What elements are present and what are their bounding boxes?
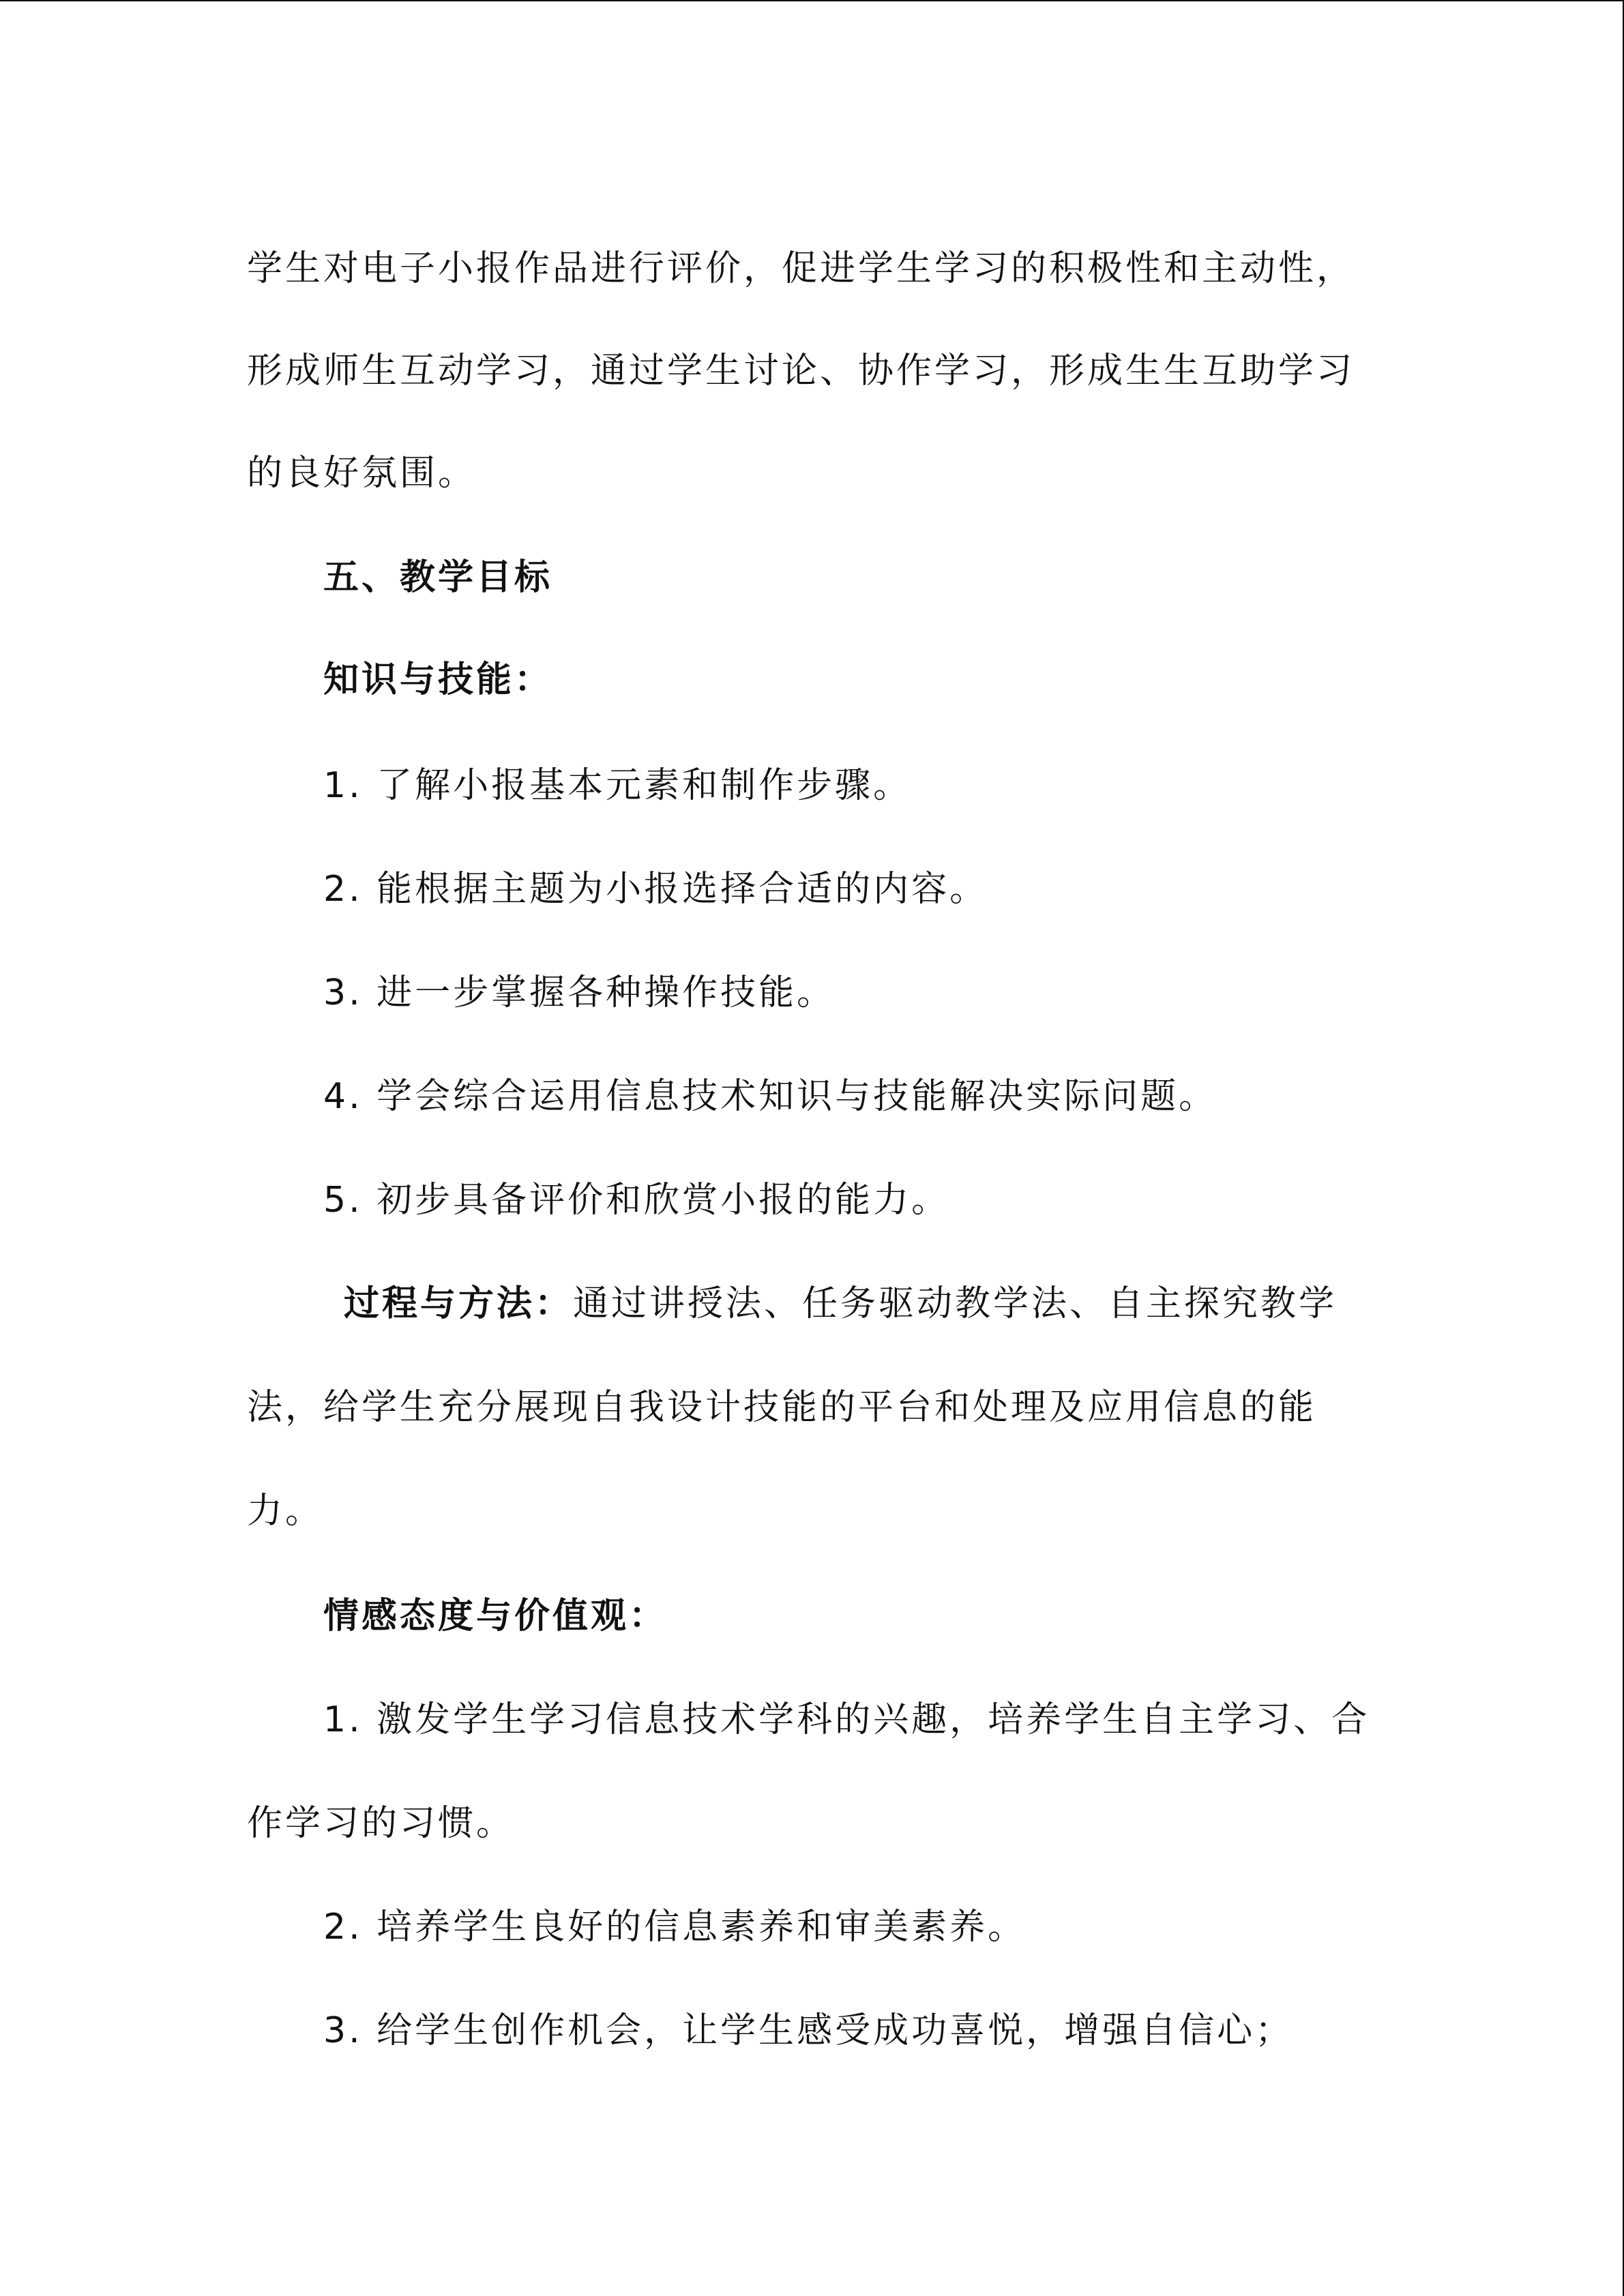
knowledge-item-1: 1. 了解小报基本元素和制作步骤。 [323,765,912,806]
knowledge-item-4: 4. 学会综合运用信息技术知识与技能解决实际问题。 [323,1076,1217,1117]
knowledge-item-3: 3. 进一步掌握各种操作技能。 [323,972,836,1013]
intro-line-3: 的良好氛围。 [247,453,477,494]
emotion-values-heading: 情感态度与价值观： [323,1596,668,1637]
emotion-item-2: 2. 培养学生良好的信息素养和审美素养。 [323,1907,1027,1948]
knowledge-item-5: 5. 初步具备评价和欣赏小报的能力。 [323,1180,950,1221]
section-heading: 五、教学目标 [323,557,553,598]
process-method-line-1 [344,1277,1624,1331]
process-method-line-2: 法，给学生充分展现自我设计技能的平台和处理及应用信息的能 [247,1387,1317,1428]
intro-line-1: 学生对电子小报作品进行评价，促进学生学习的积极性和主动性， [247,248,1355,289]
emotion-item-1-line-2: 作学习的习惯。 [247,1803,515,1844]
process-method-line-3: 力。 [247,1491,324,1532]
process-method-text-1: 通过讲授法、任务驱动教学法、自主探究教学 [573,1283,1338,1324]
knowledge-skills-heading: 知识与技能： [323,659,553,700]
emotion-item-1-line-1: 1. 激发学生学习信息技术学科的兴趣，培养学生自主学习、合 [323,1699,1370,1740]
intro-line-2: 形成师生互动学习，通过学生讨论、协作学习，形成生生互助学习 [247,351,1355,391]
process-method-label: 过程与方法： [344,1283,574,1324]
emotion-item-3: 3. 给学生创作机会，让学生感受成功喜悦，增强自信心； [323,2010,1294,2051]
knowledge-item-2: 2. 能根据主题为小报选择合适的内容。 [323,869,988,910]
